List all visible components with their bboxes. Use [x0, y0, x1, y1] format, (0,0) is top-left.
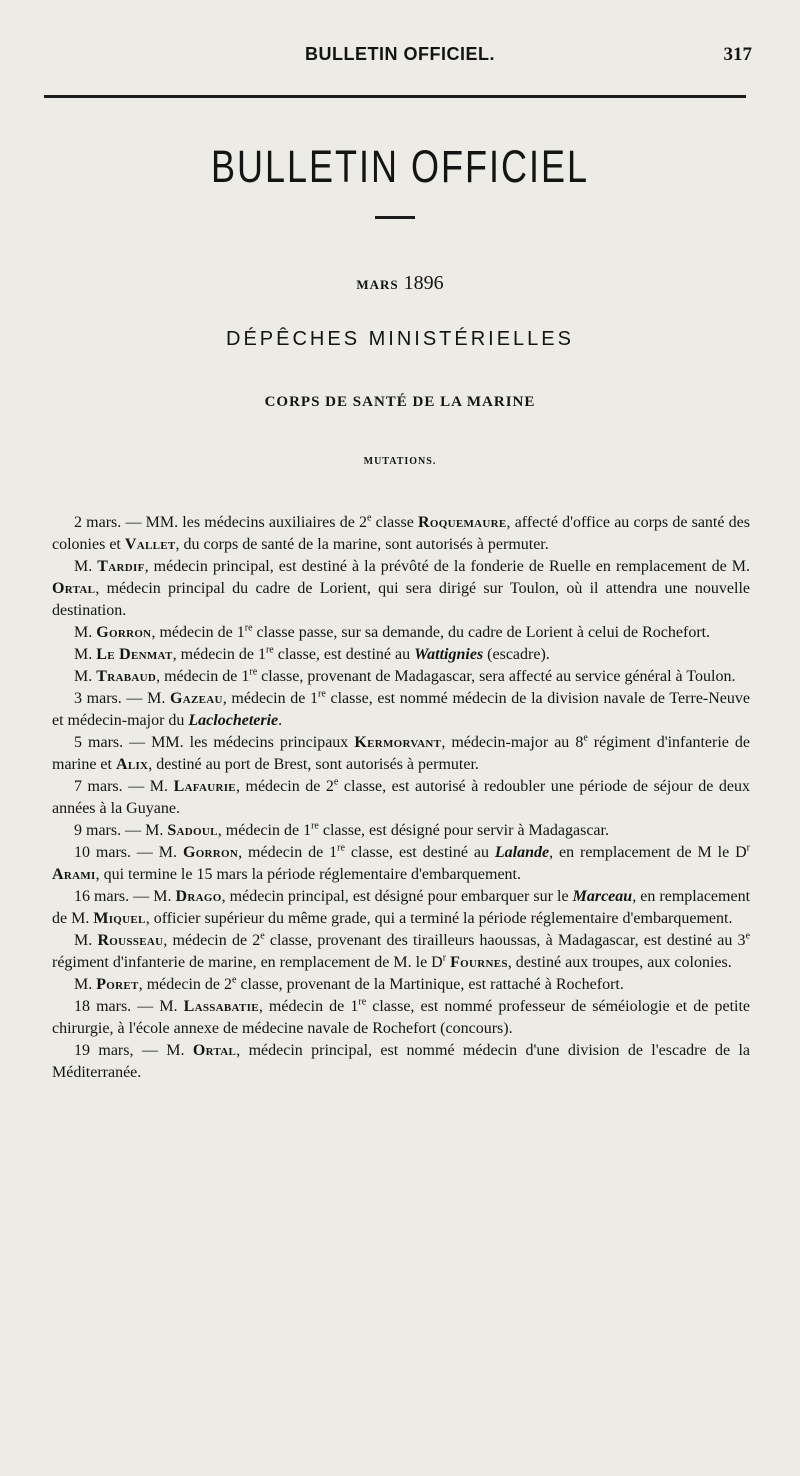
mutation-paragraph [52, 776, 750, 820]
person-name: Alix [115, 756, 149, 773]
mutation-paragraph [52, 556, 750, 622]
paragraph-text: 5 mars. — MM. les médecins principaux [74, 734, 355, 751]
paragraph-text: 16 mars. — M. [74, 888, 176, 905]
superscript: re [318, 688, 326, 700]
date-month: MARS [356, 277, 399, 292]
page-number: 317 [723, 44, 752, 65]
paragraph-text: classe, est autorisé à redoubler une période de séjour de deux années à la Guyane. [52, 778, 751, 817]
mutation-paragraph [52, 512, 750, 556]
superscript: re [265, 644, 274, 656]
paragraph-text: , qui termine le 15 mars la période réglementaire d'embarquement. [95, 866, 521, 883]
ship-name: Lalande [494, 844, 550, 861]
bulletin-title: BULLETIN OFFICIEL [210, 140, 590, 192]
paragraph-text: , médecin principal du cadre de Lorient, qui sera dirigé sur Toulon, où il attendra une nouvelle destination. [52, 580, 750, 619]
paragraph-text: M. [74, 646, 97, 663]
paragraph-text: , médecin de 1 [217, 822, 312, 839]
person-name: Le Denmat [96, 646, 173, 663]
person-name: Ortal [52, 580, 96, 597]
superscript: e [745, 930, 751, 942]
person-name: Rousseau [97, 932, 164, 949]
running-head-title: BULLETIN OFFICIEL. [305, 44, 495, 64]
superscript: re [311, 820, 319, 832]
superscript: e [366, 512, 372, 524]
superscript: e [333, 776, 339, 788]
mutation-paragraph [52, 644, 750, 666]
person-name: Fournes [450, 954, 508, 971]
ship-name: Laclocheterie [188, 712, 279, 729]
paragraph-text: M. [74, 558, 98, 575]
paragraph-text: classe, est désigné pour servir à Madagascar. [318, 822, 609, 839]
paragraph-text: classe, est destiné au [344, 844, 495, 861]
paragraph-text: M. [74, 932, 98, 949]
paragraph-text: , destiné au port de Brest, sont autorisés à permuter. [148, 756, 479, 773]
paragraph-text: , du corps de santé de la marine, sont autorisés à permuter. [175, 536, 549, 553]
superscript: re [249, 666, 258, 678]
mutation-paragraph [52, 820, 750, 842]
paragraph-text: , destiné aux troupes, aux colonies. [507, 954, 732, 971]
person-name: Trabaud [96, 668, 157, 685]
person-name: Roquemaure [418, 514, 507, 531]
superscript: e [583, 732, 588, 744]
paragraph-text: 2 mars. — MM. les médecins auxiliaires de 2 [74, 514, 367, 531]
date-line [0, 272, 800, 295]
paragraph-text: , médecin principal, est désigné pour embarquer sur le [221, 888, 573, 905]
paragraph-text: régiment d'infanterie de marine, en remplacement de M. le D [52, 954, 443, 971]
paragraph-text: classe passe, sur sa demande, du cadre de Lorient à celui de Rochefort. [252, 624, 711, 641]
paragraph-text: classe, provenant de la Martinique, est rattaché à Rochefort. [236, 976, 624, 993]
paragraph-text: classe, est nommé médecin de la division navale de Terre-Neuve et médecin-major du [52, 690, 751, 729]
paragraph-text: , médecin de 2 [138, 976, 232, 993]
paragraph-text: M. [74, 624, 97, 641]
running-head [0, 44, 800, 74]
paragraph-text: 10 mars. — M. [74, 844, 183, 861]
paragraph-text: classe, provenant des tirailleurs haoussas, à Madagascar, est destiné au 3 [264, 932, 746, 949]
person-name: Gazeau [169, 690, 223, 707]
paragraph-text: classe, est nommé professeur de séméiologie et de petite chirurgie, à l'école annexe de médecine navale de Rochefort (concours). [52, 998, 751, 1037]
paragraph-text: 9 mars. — M. [74, 822, 168, 839]
paragraph-text: (escadre). [483, 646, 550, 663]
ship-name: Wattignies [414, 646, 484, 663]
paragraph-text: M. [74, 976, 97, 993]
superscript: re [358, 996, 367, 1008]
person-name: Arami [52, 866, 96, 883]
paragraph-text: 7 mars. — M. [74, 778, 174, 795]
paragraph-text: , médecin principal, est nommé médecin d'une division de l'escadre de la Méditerranée. [52, 1042, 751, 1081]
superscript: re [337, 842, 345, 854]
paragraph-text: , médecin de 1 [151, 624, 245, 641]
paragraph-text: , médecin de 2 [163, 932, 261, 949]
mutation-paragraph [52, 622, 750, 644]
superscript: re [244, 622, 253, 634]
person-name: Lafaurie [173, 778, 236, 795]
person-name: Kermorvant [354, 734, 442, 751]
person-name: Sadoul [167, 822, 218, 839]
mutation-paragraph [52, 842, 750, 886]
paragraph-text: classe, est destiné au [273, 646, 415, 663]
paragraph-text: régiment d'infanterie de marine et [52, 734, 750, 773]
paragraph-text: classe, provenant de Madagascar, sera affecté au service général à Toulon. [257, 668, 736, 685]
superscript: e [231, 974, 237, 986]
title-rule [375, 216, 415, 219]
mutation-paragraph [52, 996, 750, 1040]
person-name: Tardif [97, 558, 145, 575]
superscript: r [746, 842, 751, 854]
mutation-paragraph [52, 688, 750, 732]
paragraph-text: , en remplacement de M. [52, 888, 751, 927]
paragraph-text: 3 mars. — M. [74, 690, 170, 707]
person-name: Vallet [124, 536, 176, 553]
paragraph-text: , affecté d'office au corps de santé des colonies et [52, 514, 750, 553]
person-name: Ortal [192, 1042, 237, 1059]
section-title: DÉPÊCHES MINISTÉRIELLES [226, 328, 574, 350]
paragraph-text: , médecin principal, est destiné à la prévôté de la fonderie de Ruelle en remplacement de M. [144, 558, 750, 575]
person-name: Lassabatie [183, 998, 259, 1015]
paragraph-text: , officier supérieur du même grade, qui a terminé la période réglementaire d'embarquement. [145, 910, 733, 927]
paragraph-text: . [278, 712, 283, 729]
paragraph-text: classe [371, 514, 419, 531]
mutation-paragraph [52, 886, 750, 930]
paragraph-text: , médecin de 1 [156, 668, 250, 685]
paragraph-text: , médecin-major au 8 [441, 734, 584, 751]
superscript: e [260, 930, 265, 942]
paragraph-text: M. [74, 668, 97, 685]
paragraph-text: , médecin de 1 [222, 690, 319, 707]
paragraph-text: , médecin de 1 [172, 646, 266, 663]
person-name: Poret [96, 976, 139, 993]
paragraph-text: , en remplacement de M le D [549, 844, 747, 861]
person-name: Drago [175, 888, 222, 905]
subsection-title: CORPS DE SANTÉ DE LA MARINE [264, 394, 536, 410]
subheading: MUTATIONS. [363, 456, 437, 467]
person-name: Gorron [96, 624, 152, 641]
ship-name: Marceau [572, 888, 633, 905]
paragraph-text: 18 mars. — M. [74, 998, 184, 1015]
paragraph-text: , médecin de 1 [238, 844, 338, 861]
date-year: 1896 [403, 272, 444, 294]
body-text [52, 512, 750, 1084]
paragraph-text: , médecin de 2 [235, 778, 334, 795]
mutation-paragraph [52, 1040, 750, 1084]
person-name: Gorron [182, 844, 239, 861]
paragraph-text: , médecin de 1 [258, 998, 359, 1015]
person-name: Miquel [93, 910, 146, 927]
mutation-paragraph [52, 732, 750, 776]
paragraph-text: 19 mars, — M. [74, 1042, 193, 1059]
superscript: r [442, 952, 447, 964]
header-rule [44, 95, 746, 98]
mutation-paragraph [52, 974, 750, 996]
mutation-paragraph [52, 930, 750, 974]
mutation-paragraph [52, 666, 750, 688]
